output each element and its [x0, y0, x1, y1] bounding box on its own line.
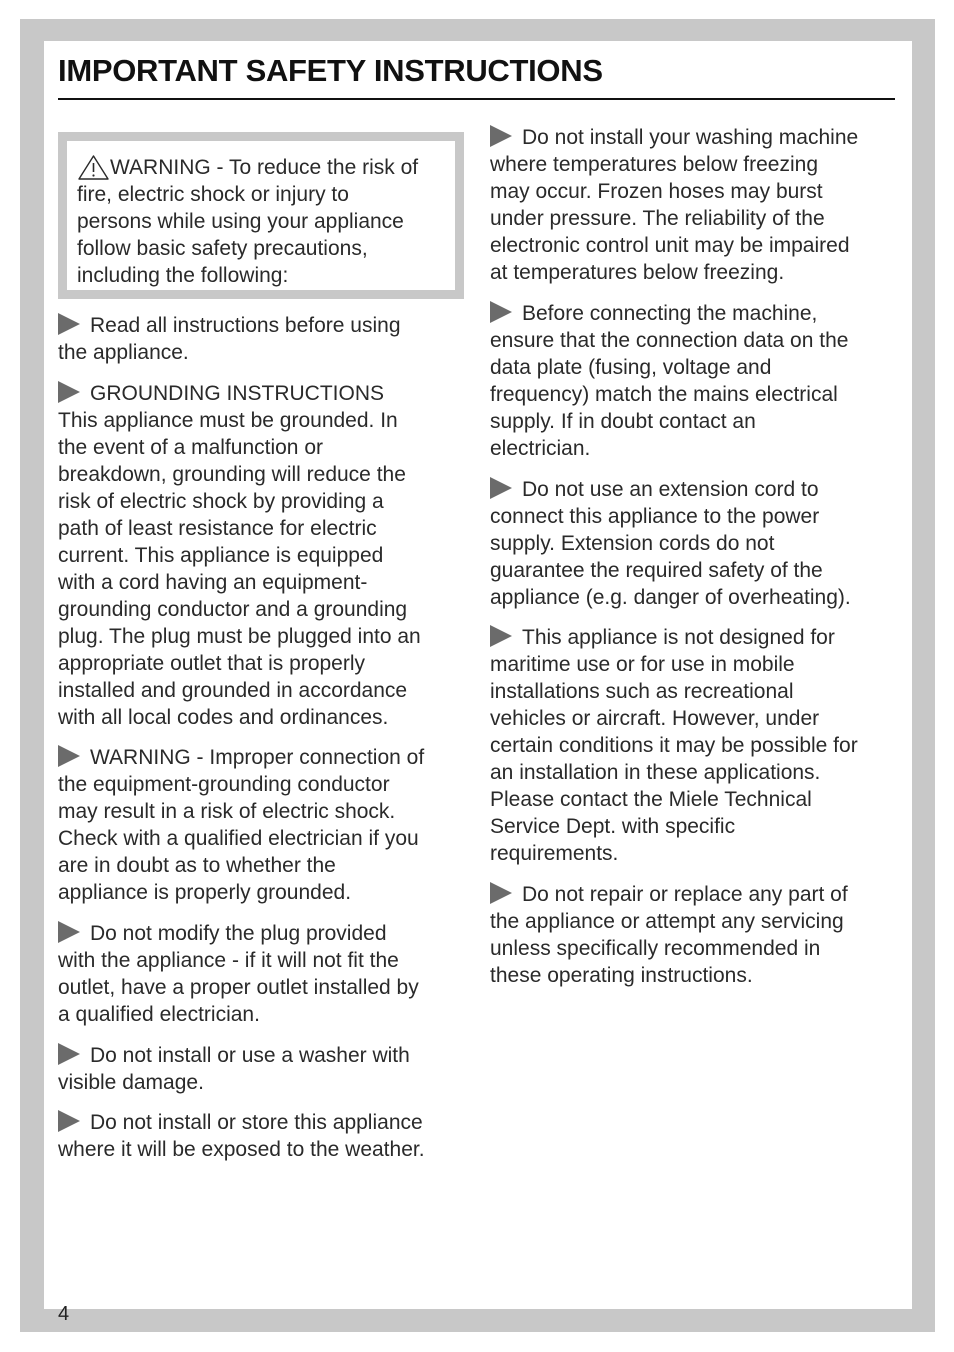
instruction-line: visible damage.: [58, 1071, 204, 1094]
instruction-line: appropriate outlet that is properly: [58, 652, 366, 675]
bullet-arrow-icon: [58, 745, 80, 767]
instruction-line: certain conditions it may be possible for: [490, 734, 858, 757]
instruction-line: This appliance must be grounded. In: [58, 409, 398, 432]
instruction-line: Do not modify the plug provided: [90, 922, 387, 945]
instruction-line: risk of electric shock by providing a: [58, 490, 384, 513]
instruction-line: the appliance.: [58, 341, 189, 364]
instruction-line: electronic control unit may be impaired: [490, 234, 850, 257]
instruction-line: installed and grounded in accordance: [58, 679, 408, 702]
instruction-line: these operating instructions.: [490, 964, 753, 987]
page-title: IMPORTANT SAFETY INSTRUCTIONS: [58, 53, 603, 88]
warning-line-5: including the following:: [77, 264, 289, 287]
bullet-arrow-icon: [490, 625, 512, 647]
instruction-line: the appliance or attempt any servicing: [490, 910, 844, 933]
right-instruction-3: [490, 476, 851, 611]
instruction-line: unless specifically recommended in: [490, 937, 821, 960]
left-instruction-1: [58, 312, 401, 366]
bullet-arrow-icon: [58, 1110, 80, 1132]
instruction-line: ensure that the connection data on the: [490, 329, 849, 352]
instruction-line: appliance (e.g. danger of overheating).: [490, 586, 851, 609]
bullet-arrow-icon: [490, 882, 512, 904]
left-instruction-2: [58, 380, 421, 731]
instruction-line: are in doubt as to whether the: [58, 854, 336, 877]
instruction-line: Please contact the Miele Technical: [490, 788, 812, 811]
instruction-line: WARNING - Improper connection of: [90, 746, 425, 769]
instruction-line: may result in a risk of electric shock.: [58, 800, 396, 823]
instruction-line: under pressure. The reliability of the: [490, 207, 825, 230]
instruction-line: with the appliance - if it will not fit the: [58, 949, 399, 972]
instruction-line: may occur. Frozen hoses may burst: [490, 180, 823, 203]
instruction-line: path of least resistance for electric: [58, 517, 377, 540]
instruction-line: supply. If in doubt contact an: [490, 410, 756, 433]
bullet-arrow-icon: [58, 1043, 80, 1065]
instruction-line: the event of a malfunction or: [58, 436, 323, 459]
bullet-arrow-icon: [490, 301, 512, 323]
instruction-line: with a cord having an equipment-: [58, 571, 368, 594]
bullet-arrow-icon: [58, 313, 80, 335]
warning-line-2: fire, electric shock or injury to: [77, 183, 349, 206]
left-instruction-3: [58, 744, 424, 906]
warning-box-inner: [67, 141, 455, 290]
instruction-line: outlet, have a proper outlet installed by: [58, 976, 419, 999]
left-instruction-4: [58, 920, 419, 1028]
instruction-line: vehicles or aircraft. However, under: [490, 707, 820, 730]
instruction-line: a qualified electrician.: [58, 1003, 260, 1026]
instruction-line: GROUNDING INSTRUCTIONS: [90, 382, 384, 405]
warning-line-3: persons while using your appliance: [77, 210, 404, 233]
bullet-arrow-icon: [490, 125, 512, 147]
instruction-line: with all local codes and ordinances.: [58, 706, 389, 729]
instruction-line: where temperatures below freezing: [490, 153, 819, 176]
instruction-line: Before connecting the machine,: [522, 302, 818, 325]
warning-box: [58, 132, 464, 299]
warning-line-4: follow basic safety precautions,: [77, 237, 368, 260]
instruction-line: current. This appliance is equipped: [58, 544, 384, 567]
left-instruction-5: [58, 1042, 410, 1096]
instruction-line: data plate (fusing, voltage and: [490, 356, 772, 379]
warning-text: [77, 154, 457, 289]
bullet-arrow-icon: [58, 921, 80, 943]
instruction-line: where it will be exposed to the weather.: [58, 1138, 425, 1161]
warning-line-1: WARNING - To reduce the risk of: [110, 156, 419, 179]
right-instruction-5: [490, 881, 848, 989]
instruction-line: at temperatures below freezing.: [490, 261, 785, 284]
left-instruction-6: [58, 1109, 425, 1163]
instruction-line: plug. The plug must be plugged into an: [58, 625, 421, 648]
instruction-line: Do not install your washing machine: [522, 126, 859, 149]
warning-triangle-icon: [77, 154, 110, 181]
instruction-line: an installation in these applications.: [490, 761, 821, 784]
instruction-line: electrician.: [490, 437, 591, 460]
instruction-line: Do not repair or replace any part of: [522, 883, 848, 906]
instruction-line: This appliance is not designed for: [522, 626, 835, 649]
instruction-line: maritime use or for use in mobile: [490, 653, 795, 676]
instruction-line: Do not use an extension cord to: [522, 478, 819, 501]
instruction-line: connect this appliance to the power: [490, 505, 820, 528]
instruction-line: Read all instructions before using: [90, 314, 401, 337]
right-instruction-2: [490, 300, 848, 462]
instruction-line: frequency) match the mains electrical: [490, 383, 838, 406]
bullet-arrow-icon: [58, 381, 80, 403]
instruction-line: grounding conductor and a grounding: [58, 598, 408, 621]
instruction-line: breakdown, grounding will reduce the: [58, 463, 406, 486]
instruction-line: requirements.: [490, 842, 619, 865]
right-instruction-1: [490, 124, 858, 286]
instruction-line: guarantee the required safety of the: [490, 559, 823, 582]
instruction-line: the equipment-grounding conductor: [58, 773, 390, 796]
instruction-line: Do not install or store this appliance: [90, 1111, 423, 1134]
instruction-line: appliance is properly grounded.: [58, 881, 352, 904]
page-number: 4: [58, 1303, 70, 1325]
bullet-arrow-icon: [490, 477, 512, 499]
instruction-line: supply. Extension cords do not: [490, 532, 775, 555]
instruction-line: Check with a qualified electrician if you: [58, 827, 419, 850]
right-instruction-4: [490, 624, 858, 867]
instruction-line: Service Dept. with specific: [490, 815, 736, 838]
instruction-line: installations such as recreational: [490, 680, 794, 703]
instruction-line: Do not install or use a washer with: [90, 1044, 410, 1067]
title-rule: [58, 98, 895, 100]
